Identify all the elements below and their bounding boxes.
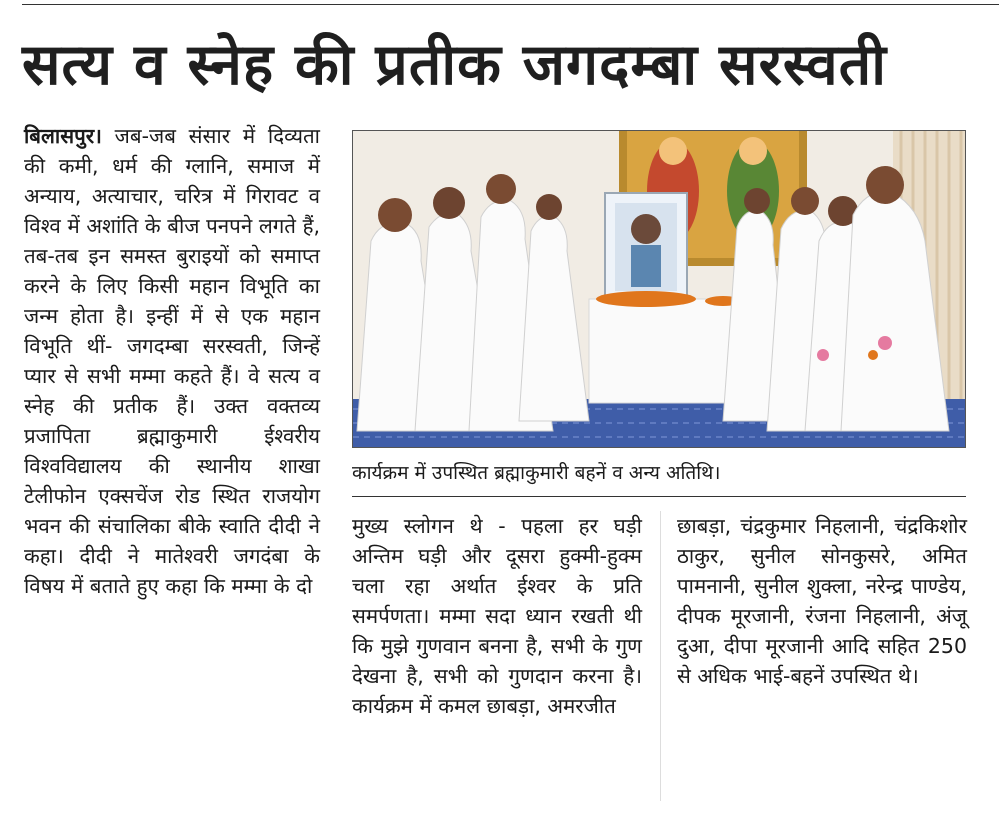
caption-rule (352, 496, 966, 497)
news-photo (352, 130, 966, 448)
left-body-text: जब-जब संसार में दिव्यता की कमी, धर्म की ग्लानि, समाज में अन्याय, अत्याचार, चरित्र में गिरावट व विश्व में अशांति के बीज पनपने लगते हैं, तब-तब इन समस्त बुराइयों को समाप्त करने के लिए किसी महान विभूति का जन्म होता है। इन्हीं में से एक महान विभूति थीं- जगदम्बा सरस्वती, जिन्हें प्यार से सभी मम्मा कहते हैं। वे सत्य व स्नेह की प्रतीक हैं। उक्त वक्तव्य प्रजापिता ब्रह्माकुमारी ईश्वरीय विश्वविद्यालय की स्थानीय शाखा टेलीफोन एक्सचेंज रोड स्थित राजयोग भवन की संचालिका बीके स्वाति दीदी ने कहा। दीदी ने मातेश्वरी जगदंबा के विषय में बताते हुए कहा कि मम्मा के दो (24, 124, 320, 598)
article-column-right: छाबड़ा, चंद्रकुमार निहलानी, चंद्रकिशोर ठाकुर, सुनील सोनकुसरे, अमित पामनानी, सुनील शुक्ला, नरेन्द्र पाण्डेय, दीपक मूरजानी, रंजना निहलानी, अंजू दुआ, दीपा मूरजानी आदि सहित 250 से अधिक भाई-बहनें उपस्थित थे। (677, 514, 967, 688)
headline: सत्य व स्नेह की प्रतीक जगदम्बा सरस्वती (22, 32, 888, 98)
dateline: बिलासपुर। (24, 124, 102, 148)
photo-illustration (353, 131, 966, 448)
marigold-garland (596, 291, 696, 307)
article-column-left (24, 121, 320, 601)
column-divider (660, 511, 661, 801)
photo-caption: कार्यक्रम में उपस्थित ब्रह्माकुमारी बहनें व अन्य अतिथि। (352, 462, 721, 484)
top-rule (22, 4, 999, 5)
article-column-middle: मुख्य स्लोगन थे - पहला हर घड़ी अन्तिम घड़ी और दूसरा हुक्मी-हुक्म चला रहा अर्थात ईश्वर के प्रति समर्पणता। मम्मा सदा ध्यान रखती थी कि मुझे गुणवान बनना है, सभी के गुण देखना है, सभी को गुणदान करना है। कार्यक्रम में कमल छाबड़ा, अमरजीत (352, 514, 642, 718)
